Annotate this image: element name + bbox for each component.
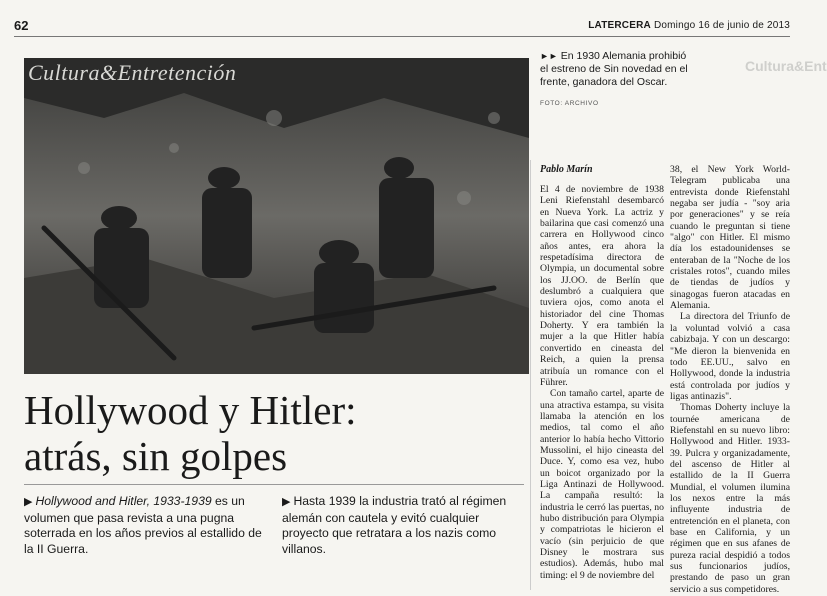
deck-book-title: Hollywood and Hitler, 1933-1939 [35, 494, 212, 508]
headline-line-2: atrás, sin golpes [24, 433, 288, 479]
article-paragraph: Thomas Doherty incluye la tournée americana de Riefenstahl en su nuevo libro: Hollywood and Hitler. 1933-39. Pulcra y organizadamente, del ascenso de Hitler al estallido de la II Guerra Mundial, el volumen ilumina los nexos entre la más influyente industria de entretención en el planeta, con base en California, y un régimen que en sus afanes de pureza racial despidió a todos sus funcionarios judíos, prestando de paso un gran servicio a sus competidores. [670, 402, 790, 595]
article-paragraph: La directora del Triunfo de la voluntad volvió a casa cabizbaja. Y con un descargo: "Me dieron la bienvenida en todo EE.UU., salvo en Hollywood, donde la industria está controlada por judíos y ligas antinazis". [670, 311, 790, 402]
deck-item-2 [282, 494, 522, 557]
masthead [588, 20, 790, 31]
article-column-2 [670, 164, 790, 595]
deck-item-2-text: Hasta 1939 la industria trató al régimen alemán con cautela y evitó cualquier proyecto que retratara a los nazis como villanos. [282, 494, 507, 556]
bullet-triangle-icon: ▶ [282, 496, 291, 508]
headline-rule [24, 484, 524, 485]
byline: Pablo Marín [540, 164, 593, 175]
page-number: 62 [14, 18, 29, 33]
headline-line-1: Hollywood y Hitler: [24, 387, 357, 433]
article-paragraph: El 4 de noviembre de 1938 Leni Riefenstahl desembarcó en Nueva York. La actriz y bailarina que casi comenzó una carrera en Hollywood cinco años antes, era ahora la respetadísima directora de Olympia, un documental sobre los JJ.OO. de Berlín que deslumbró a cualquiera que tuviera ojos, como anota el historiador del cine Thomas Doherty. Y era también la mujer a la que Hitler había convertido en cineasta del Reich, a quien la prensa atribuía un romance con el Führer. [540, 184, 664, 388]
photo-credit: FOTO: ARCHIVO [540, 100, 599, 107]
war-photo [24, 58, 529, 374]
article-paragraph: Con tamaño cartel, aparte de una atractiva estampa, su visita llamaba la atención en los medios, tal como el año anterior lo había hecho Vittorio Mussolini, el hijo cineasta del Duce. Y, como esa vez, hubo un boicot organizado por la Liga Antinazi de Hollywood. La campaña resultó: la industria le cerró las puertas, no hubo distribución para Olympia y compatriotas le hicieron el vacío (sin perjuicio de que Disney le mostrara sus estudios). Además, hubo mal timing: el 9 de noviembre del [540, 388, 664, 581]
masthead-brand: LATERCERA [588, 20, 651, 31]
article-column-1 [540, 184, 664, 581]
top-rule [14, 36, 790, 37]
deck-item-1-text: es un volumen que pasa revista a una pugna soterrada en los años previos al estallido de la II Guerra. [24, 494, 262, 556]
deck-item-1 [24, 494, 274, 557]
photo-caption [540, 50, 690, 89]
soldiers-photo-illustration [24, 58, 529, 374]
caption-text: En 1930 Alemania prohibió el estreno de Sin novedad en el frente, ganadora del Oscar. [540, 50, 688, 88]
caption-arrow-icon: ►► [540, 51, 558, 61]
article-paragraph: 38, el New York World-Telegram publicaba una entrevista donde Riefenstahl negaba ser judía - "soy aria por generaciones" y se reía cuando le preguntan si tiene "algo" con Hitler. El mismo día los estadounidenses se enteraban de la "Noche de los cristales rotos", cuando miles de tiendas de judíos y sinagogas fueron atacadas en Alemania. [670, 164, 790, 312]
bleed-through-label: Cultura&Ent [745, 58, 827, 74]
column-divider [530, 160, 531, 590]
bullet-triangle-icon: ▶ [24, 496, 33, 508]
section-label: Cultura&Entretención [28, 60, 237, 85]
masthead-date: Domingo 16 de junio de 2013 [653, 20, 790, 31]
headline [24, 387, 524, 479]
